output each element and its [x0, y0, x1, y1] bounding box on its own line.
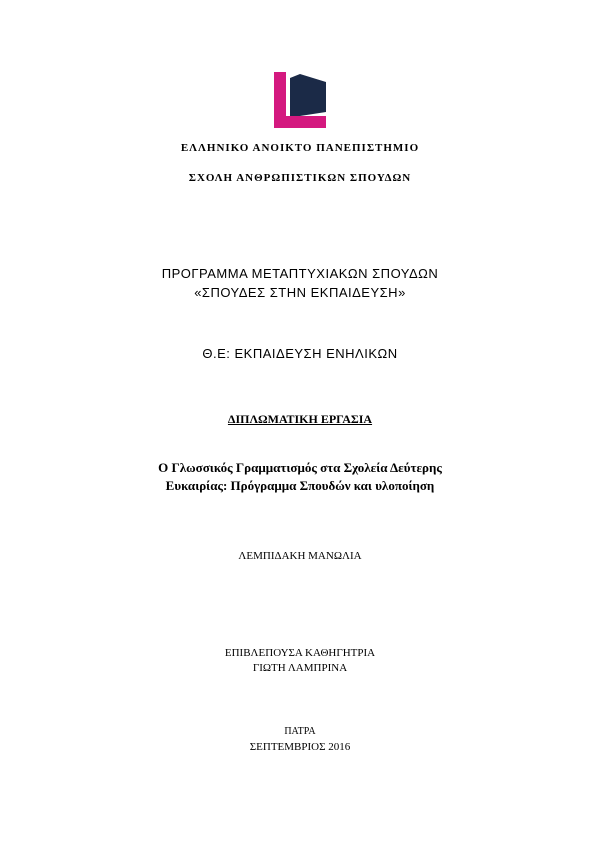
- program-line-2: «ΣΠΟΥΔΕΣ ΣΤΗΝ ΕΚΠΑΙΔΕΥΣΗ»: [194, 285, 406, 300]
- module-name: Θ.Ε: ΕΚΠΑΙΔΕΥΣΗ ΕΝΗΛΙΚΩΝ: [202, 346, 398, 361]
- document-type: ΔΙΠΛΩΜΑΤΙΚΗ ΕΡΓΑΣΙΑ: [227, 412, 373, 426]
- school-name: ΣΧΟΛΗ ΑΝΘΡΩΠΙΣΤΙΚΩΝ ΣΠΟΥΔΩΝ: [188, 172, 412, 184]
- thesis-title-line-2: Ευκαιρίας: Πρόγραμμα Σπουδών και υλοποίηση: [165, 478, 435, 493]
- thesis-title-line-1: Ο Γλωσσικός Γραμματισμός στα Σχολεία Δεύτερης: [158, 460, 442, 475]
- supervisor-name: ΓΙΩΤΗ ΛΑΜΠΡΙΝΑ: [252, 662, 348, 674]
- author-name: ΛΕΜΠΙΔΑΚΗ ΜΑΝΩΛΙΑ: [238, 550, 362, 562]
- program-line-1: ΠΡΟΓΡΑΜΜΑ ΜΕΤΑΠΤΥΧΙΑΚΩΝ ΣΠΟΥΔΩΝ: [161, 266, 439, 281]
- date: ΣΕΠΤΕΜΒΡΙΟΣ 2016: [249, 741, 351, 753]
- city: ΠΑΤΡΑ: [284, 726, 316, 737]
- university-logo: [274, 72, 326, 128]
- university-name: ΕΛΛΗΝΙΚΟ ΑΝΟΙΚΤΟ ΠΑΝΕΠΙΣΤΗΜΙΟ: [180, 142, 420, 154]
- logo-book-shape: [290, 74, 326, 116]
- supervisor-label: ΕΠΙΒΛΕΠΟΥΣΑ ΚΑΘΗΓΗΤΡΙΑ: [224, 647, 376, 659]
